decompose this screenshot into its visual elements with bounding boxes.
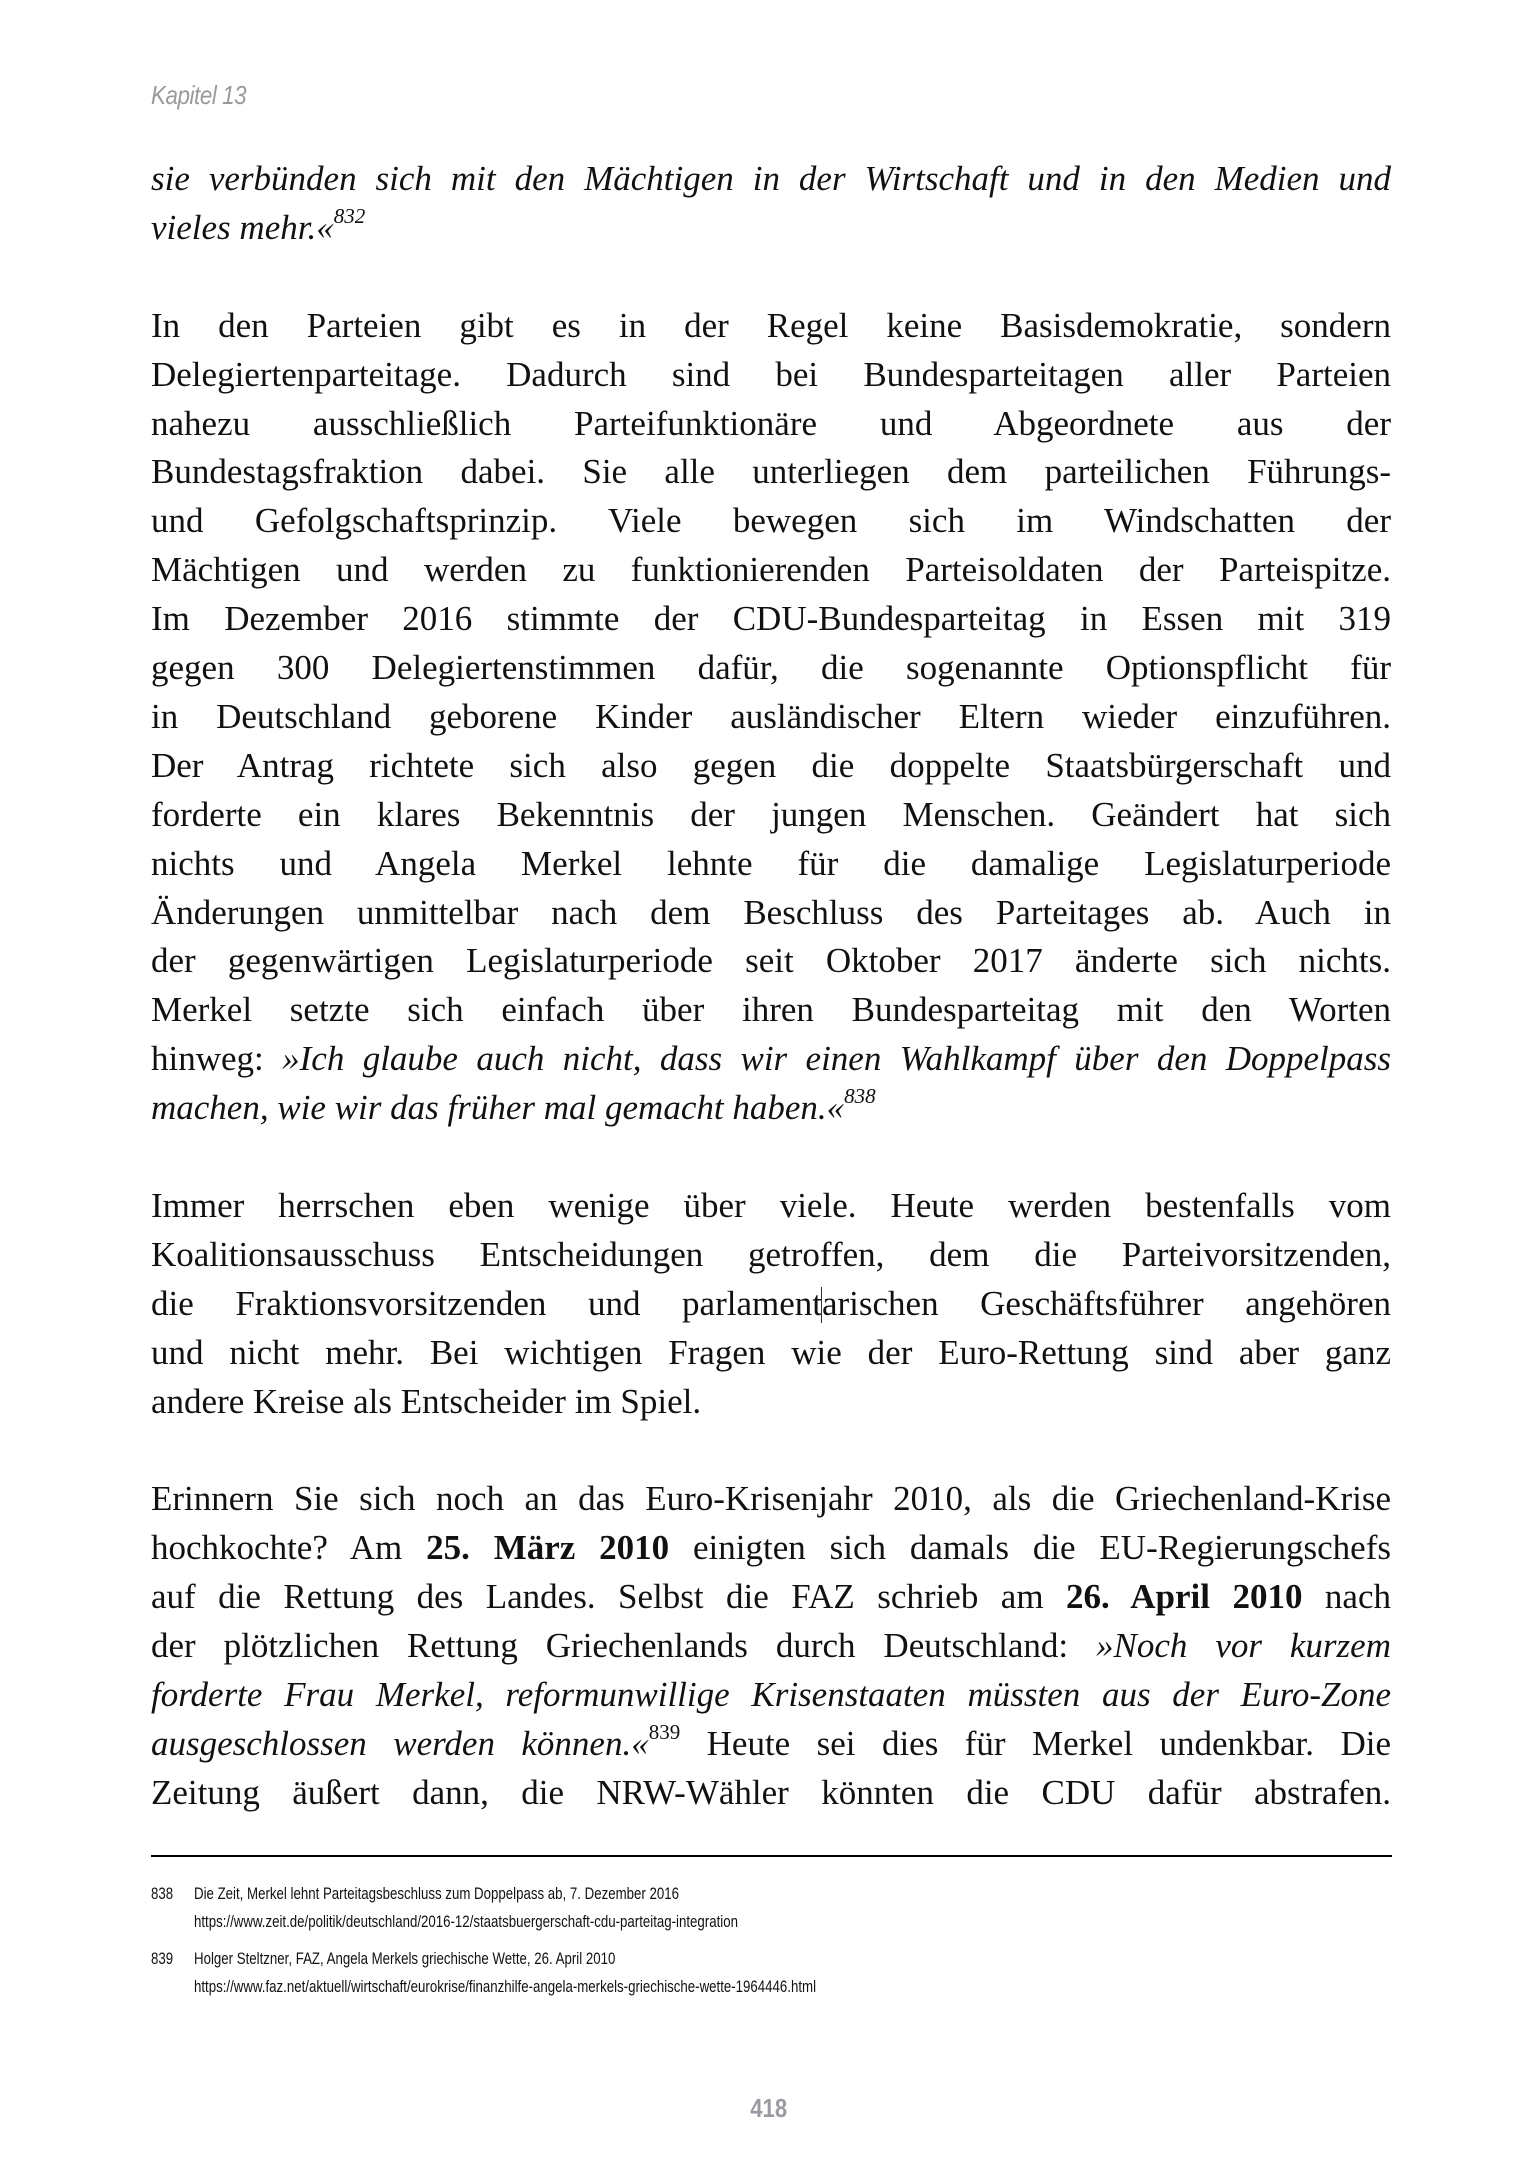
text-line: die Fraktionsvorsitzenden und parlamentarischen Geschäftsführer angehören	[151, 1283, 1391, 1323]
footnote-number: 839	[151, 1949, 174, 1968]
text-line: auf die Rettung des Landes. Selbst die FAZ schrieb am 26. April 2010 nach	[151, 1577, 1391, 1617]
paragraph-immer	[151, 1182, 1391, 1427]
paragraph-parteien	[151, 302, 1391, 1133]
text-line: hinweg: »Ich glaube auch nicht, dass wir einen Wahlkampf über den Doppelpass	[151, 1039, 1391, 1079]
date-highlight: 26. April 2010	[1066, 1577, 1303, 1617]
quote-text: »Ich glaube auch nicht, dass wir einen Wahlkampf über den Doppelpass	[282, 1039, 1391, 1079]
paragraph-erinnern	[151, 1475, 1391, 1817]
footnote-text: Die Zeit, Merkel lehnt Parteitagsbeschluss zum Doppelpass ab, 7. Dezember 2016	[194, 1884, 679, 1903]
text-line: Änderungen unmittelbar nach dem Beschluss des Parteitages ab. Auch in	[151, 892, 1391, 932]
text-line	[151, 1084, 1391, 1133]
text-line: Koalitionsausschuss Entscheidungen getroffen, dem die Parteivorsitzenden,	[151, 1234, 1391, 1274]
date-highlight: 25. März 2010	[426, 1528, 670, 1568]
footnote-url[interactable]: https://www.zeit.de/politik/deutschland/2016-12/staatsbuergerschaft-cdu-parteitag-integration	[194, 1912, 738, 1931]
text-line: der gegenwärtigen Legislaturperiode seit Oktober 2017 änderte sich nichts.	[151, 941, 1391, 981]
footnote-number: 838	[151, 1884, 174, 1903]
text-line: nahezu ausschließlich Parteifunktionäre und Abgeordnete aus der	[151, 403, 1391, 443]
quote-text: ausgeschlossen werden können.«	[151, 1723, 649, 1763]
text-line: Im Dezember 2016 stimmte der CDU-Bundesparteitag in Essen mit 319	[151, 599, 1391, 639]
footnote-ref[interactable]: 839	[648, 1720, 681, 1745]
body-text	[151, 155, 1391, 1867]
text-line: Mächtigen und werden zu funktionierenden Parteisoldaten der Parteispitze.	[151, 550, 1391, 590]
text-line: und nicht mehr. Bei wichtigen Fragen wie der Euro-Rettung sind aber ganz	[151, 1332, 1391, 1372]
quote-text: machen, wie wir das früher mal gemacht haben.«	[151, 1088, 845, 1128]
footnotes	[151, 1880, 1391, 2010]
text-line: hochkochte? Am 25. März 2010 einigten sich damals die EU-Regierungschefs	[151, 1528, 1391, 1568]
text-line: sie verbünden sich mit den Mächtigen in der Wirtschaft und in den Medien und	[151, 159, 1391, 198]
text-line: Bundestagsfraktion dabei. Sie alle unterliegen dem parteilichen Führungs-	[151, 452, 1391, 492]
footnote-url[interactable]: https://www.faz.net/aktuell/wirtschaft/eurokrise/finanzhilfe-angela-merkels-griechische-wette-1964446.html	[194, 1977, 817, 1996]
text-line: ausgeschlossen werden können.«$^{839}$ Heute sei dies für Merkel undenkbar. Die	[151, 1720, 1391, 1763]
footnote-ref[interactable]: 832	[333, 204, 366, 229]
text-line: nichts und Angela Merkel lehnte für die damalige Legislaturperiode	[151, 843, 1391, 883]
page-number: 418	[750, 2093, 788, 2123]
text-line: forderte Frau Merkel, reformunwillige Krisenstaaten müssten aus der Euro-Zone	[151, 1675, 1391, 1715]
text-line: in Deutschland geborene Kinder ausländischer Eltern wieder einzuführen.	[151, 696, 1391, 736]
text-line: und Gefolgschaftsprinzip. Viele bewegen sich im Windschatten der	[151, 501, 1391, 541]
footnote-839	[151, 1945, 1391, 2001]
text-line: Erinnern Sie sich noch an das Euro-Krisenjahr 2010, als die Griechenland-Krise	[151, 1479, 1391, 1519]
footnote-text: Holger Steltzner, FAZ, Angela Merkels griechische Wette, 26. April 2010	[194, 1949, 616, 1968]
text-line: vieles mehr.«$^{832}$	[151, 204, 366, 247]
text-line: der plötzlichen Rettung Griechenlands durch Deutschland: »Noch vor kurzem	[151, 1626, 1391, 1666]
text-line: forderte ein klares Bekenntnis der jungen Menschen. Geändert hat sich	[151, 794, 1391, 834]
text-line: andere Kreise als Entscheider im Spiel.	[151, 1381, 702, 1421]
footnote-ref[interactable]: 838	[844, 1084, 876, 1109]
text-line: gegen 300 Delegiertenstimmen dafür, die sogenannte Optionspflicht für	[151, 648, 1391, 688]
quote-text: »Noch vor kurzem	[1096, 1626, 1391, 1666]
text-line: Merkel setzte sich einfach über ihren Bundesparteitag mit den Worten	[151, 990, 1391, 1030]
text-line: Zeitung äußert dann, die NRW-Wähler könnten die CDU dafür abstrafen.	[151, 1772, 1391, 1812]
footnote-838	[151, 1880, 1391, 1936]
running-head: Kapitel 13	[151, 80, 247, 110]
text-line: Der Antrag richtete sich also gegen die doppelte Staatsbürgerschaft und	[151, 745, 1391, 785]
paragraph-quote-end	[151, 155, 1391, 253]
footnote-divider	[151, 1855, 1392, 1857]
text-line: In den Parteien gibt es in der Regel keine Basisdemokratie, sondern	[151, 305, 1391, 345]
text-line: Delegiertenparteitage. Dadurch sind bei Bundesparteitagen aller Parteien	[151, 354, 1391, 394]
text-line: Immer herrschen eben wenige über viele. Heute werden bestenfalls vom	[151, 1186, 1391, 1225]
